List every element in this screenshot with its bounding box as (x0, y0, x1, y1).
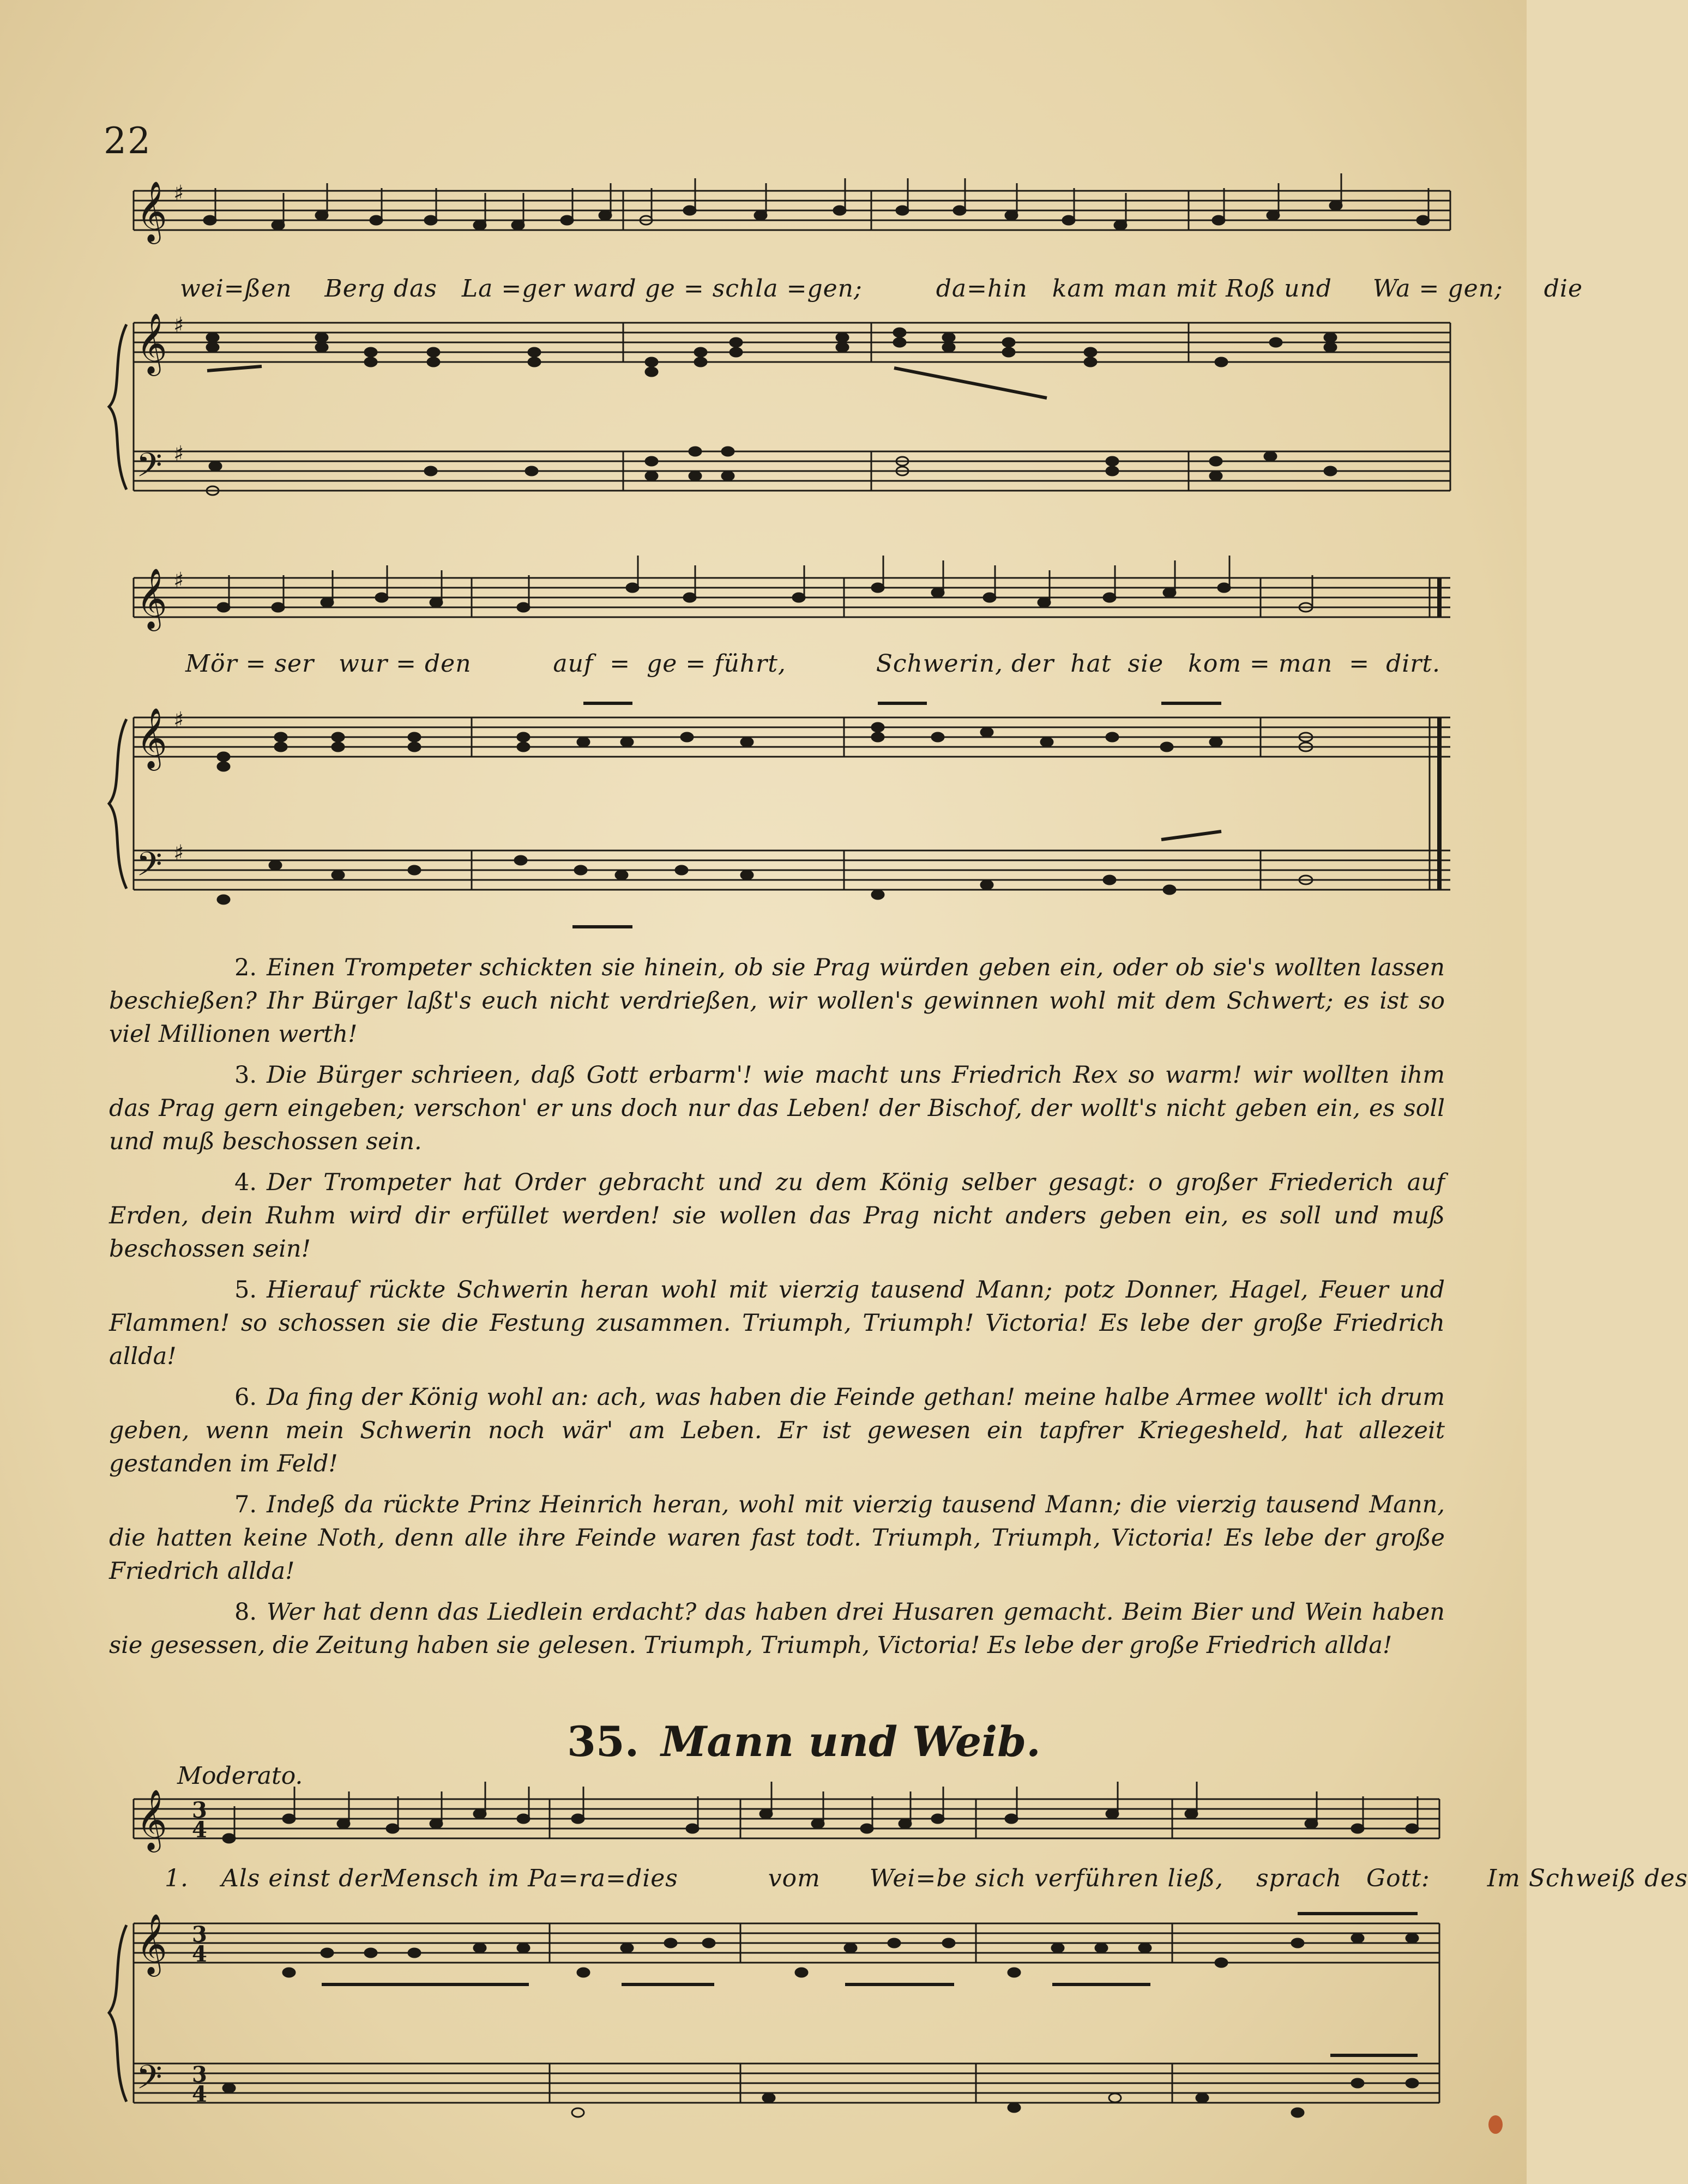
verse-5: 5. Hierauf rückte Schwerin heran wohl mit vierzig tausend Mann; potz Donner, Hagel, Feuer und Flammen! so schossen sie die Festung zusammen. Triumph, Triumph! Victoria! Es lebe der große Friedrich allda! (109, 1276, 1445, 1370)
treble-clef-icon: 𝄞 (136, 568, 167, 629)
bass-clef-icon: 𝄢 (136, 2058, 162, 2105)
verse-4: 4. Der Trompeter hat Order gebracht und zu dem König selber gesagt: o großer Friederich auf Erden, dein Ruhm wird dir erfüllet werden! sie wollen das Prag nicht anders geben ein, es soll und muß beschossen sein! (109, 1169, 1445, 1263)
tempo-marking: Moderato. (177, 1762, 303, 1790)
piano-bass-staff (134, 2064, 1439, 2103)
voice-staff (134, 1799, 1439, 1838)
treble-clef-icon: 𝄞 (136, 312, 167, 373)
ink-stain (1488, 2115, 1503, 2134)
song-name: Mann und Weib. (661, 1717, 1041, 1766)
verse-8: 8. Wer hat denn das Liedlein erdacht? das haben drei Husaren gemacht. Beim Bier und Wein haben sie gesessen, die Zeitung haben sie gelesen. Triumph, Triumph, Victoria! Es lebe der große Friedrich allda! (109, 1598, 1445, 1659)
svg-text:♯: ♯ (173, 568, 184, 593)
piano-bass-notes (223, 2055, 1418, 2117)
svg-text:♯: ♯ (173, 841, 184, 866)
treble-clef-icon: 𝄞 (136, 1789, 167, 1850)
verse-3: 3. Die Bürger schrieen, daß Gott erbarm'! wie macht uns Friedrich Rex so warm! wir wollten ihm das Prag gern eingeben; verschon' er uns doch nur das Leben! der Bischof, der wollt's nicht geben ein, es soll und muß beschossen sein. (109, 1061, 1445, 1155)
svg-text:♯: ♯ (173, 708, 184, 733)
svg-text:♯: ♯ (173, 442, 184, 467)
song-number: 35. (567, 1717, 640, 1766)
time-signature-numerator: 3 (192, 1797, 207, 1823)
voice-notes (223, 1782, 1418, 1843)
lyrics-line-3: 1. Als einst derMensch im Pa=ra=dies vom Wei=be sich verführen ließ, sprach Gott: Im Schweiß des (165, 1865, 1688, 1892)
treble-clef-icon: 𝄞 (136, 1913, 167, 1974)
lyrics-line-1: wei=ßen Berg das La =ger ward ge = schla =gen; da=hin kam man mit Roß und Wa = gen; die (180, 275, 1583, 303)
svg-text:3: 3 (192, 1922, 207, 1947)
verse-6: 6. Da fing der König wohl an: ach, was haben die Feinde gethan! meine halbe Armee wollt' ich drum geben, wenn mein Schwerin noch wär' am Leben. Er ist gewesen ein tapfrer Kriegesheld, hat allezeit gestanden im Feld! (109, 1384, 1445, 1477)
svg-text:♯: ♯ (173, 181, 184, 206)
time-signature-denominator: 4 (192, 1817, 207, 1843)
treble-clef-icon: 𝄞 (136, 707, 167, 768)
notes-system-3 (223, 1782, 1418, 2117)
svg-text:4: 4 (192, 1941, 207, 1967)
verse-7: 7. Indeß da rückte Prinz Heinrich heran, wohl mit vierzig tausend Mann; die vierzig tausend Mann, die hatten keine Noth, denn alle ihre Feinde waren fast todt. Triumph, Triumph, Victoria! Es lebe der große Friedrich allda! (109, 1491, 1445, 1585)
verse-2: 2. Einen Trompeter schickten sie hinein, ob sie Prag würden geben ein, oder ob sie's wollten lassen beschießen? Ihr Bürger laßt's euch nicht verdrießen, wir wollen's gewinnen wohl mit dem Schwert; es ist so viel Millionen werth! (109, 954, 1445, 1048)
treble-clef-icon: 𝄞 (136, 180, 167, 242)
svg-text:♯: ♯ (173, 313, 184, 338)
svg-text:3: 3 (192, 2062, 207, 2088)
bass-clef-icon: 𝄢 (136, 845, 162, 892)
page-number: 22 (104, 120, 152, 162)
svg-text:4: 4 (192, 2082, 207, 2107)
lyrics-line-2: Mör = ser wur = den auf = ge = führt, Schwerin, der hat sie kom = man = dirt. (185, 650, 1441, 678)
bass-clef-icon: 𝄢 (136, 446, 162, 493)
